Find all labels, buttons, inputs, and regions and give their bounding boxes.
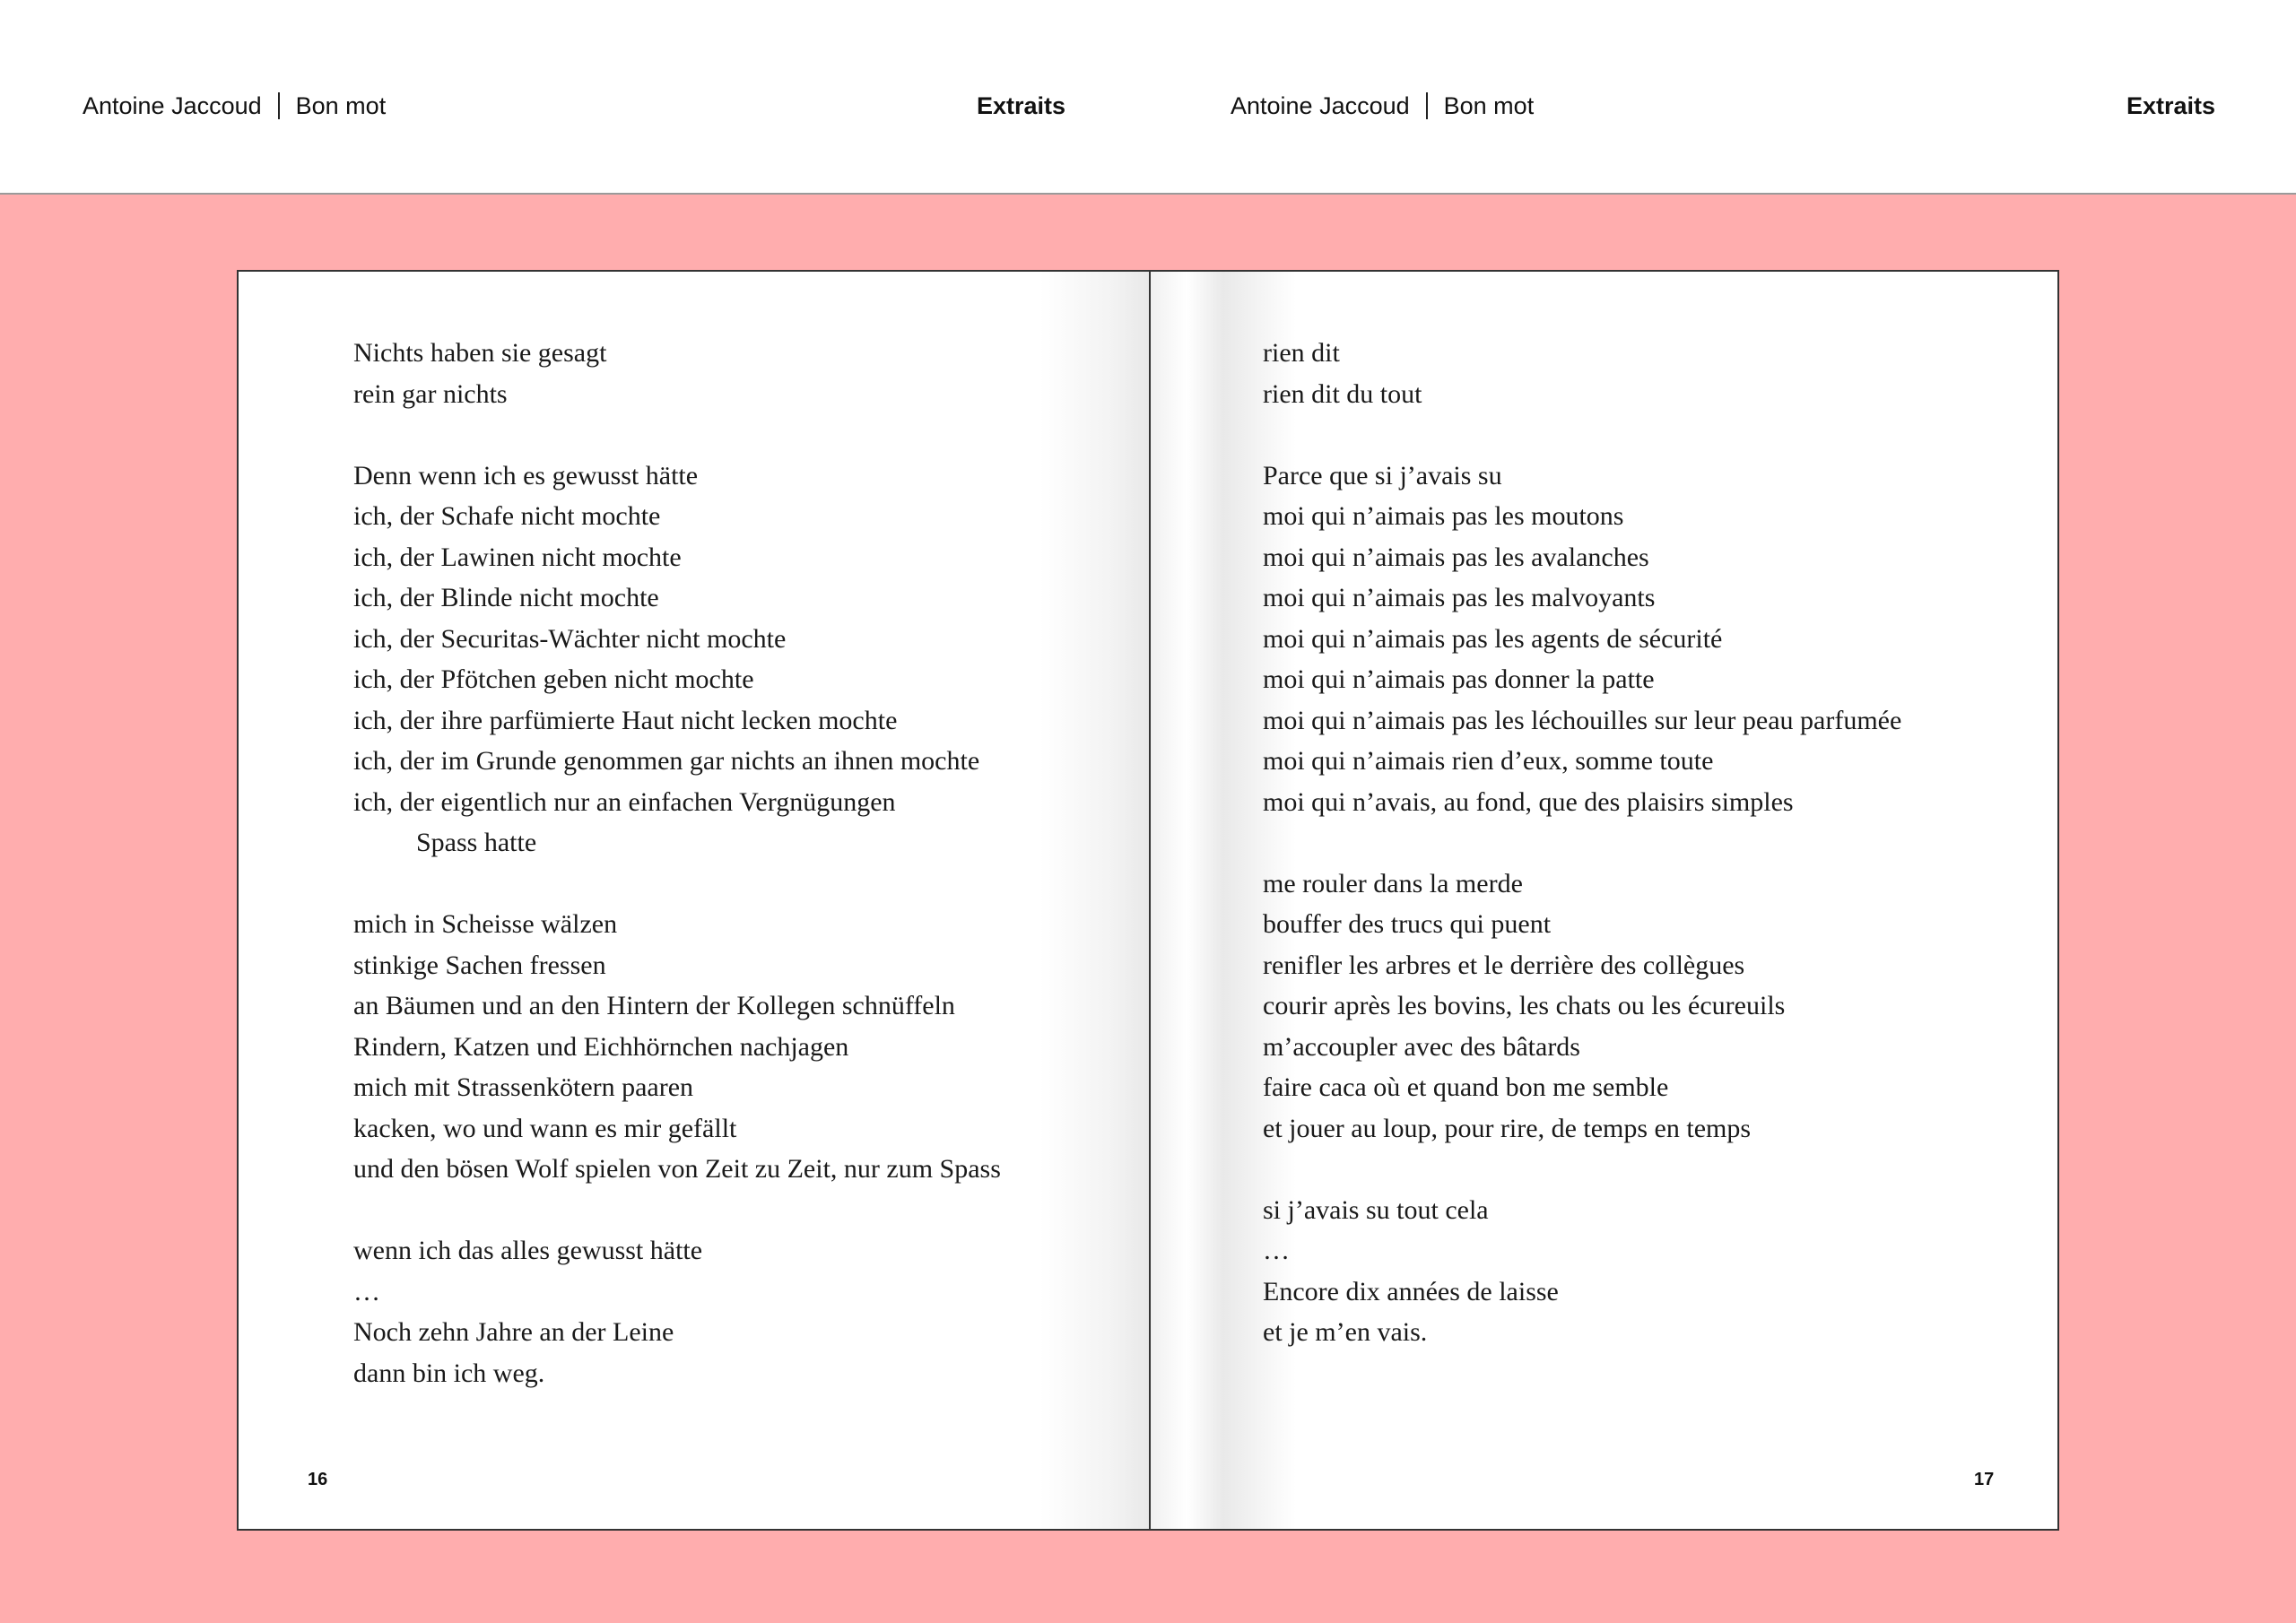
poem-line: stinkige Sachen fressen [353, 950, 606, 980]
poem-line: moi qui n’avais, au fond, que des plaisirs simples [1263, 786, 1794, 817]
poem-line: faire caca où et quand bon me semble [1263, 1072, 1669, 1102]
poem-line: Encore dix années de laisse [1263, 1276, 1559, 1306]
poem-line: Denn wenn ich es gewusst hätte [353, 460, 699, 490]
poem-line: mich mit Strassenkötern paaren [353, 1072, 694, 1102]
header-author: Antoine Jaccoud [1231, 91, 1410, 119]
poem-line: und den bösen Wolf spielen von Zeit zu Zeit, nur zum Spass [353, 1154, 1001, 1184]
poem-french [1263, 333, 1901, 1353]
page-number: 17 [1974, 1470, 1995, 1489]
poem-line: et je m’en vais. [1263, 1317, 1428, 1347]
header-right [1231, 88, 2215, 124]
poem-line: … [353, 1276, 380, 1306]
header-book-title: Bon mot [295, 91, 387, 119]
poem-german [353, 333, 1001, 1393]
poem-line: Noch zehn Jahre an der Leine [353, 1317, 674, 1347]
poem-line: ich, der ihre parfümierte Haut nicht lecken mochte [353, 705, 898, 735]
poem-line: kacken, wo und wann es mir gefällt [353, 1113, 737, 1143]
header-left [83, 88, 1065, 124]
poem-line: moi qui n’aimais pas les léchouilles sur leur peau parfumée [1263, 705, 1902, 735]
poem-line: Nichts haben sie gesagt [353, 338, 607, 368]
poem-line: me rouler dans la merde [1263, 868, 1523, 898]
book-spread [237, 270, 2059, 1531]
poem-line: mich in Scheisse wälzen [353, 909, 618, 939]
poem-line: ich, der eigentlich nur an einfachen Vergnügungen [353, 786, 896, 817]
poem-line: ich, der Schafe nicht mochte [353, 501, 661, 531]
stanza-break [1263, 1149, 1901, 1190]
header-author: Antoine Jaccoud [83, 91, 262, 119]
poem-line: moi qui n’aimais pas les avalanches [1263, 542, 1649, 572]
poem-line: rien dit du tout [1263, 378, 1422, 409]
poem-line: si j’avais su tout cela [1263, 1194, 1489, 1225]
poem-line: moi qui n’aimais pas les agents de sécurité [1263, 623, 1723, 654]
poem-line: moi qui n’aimais pas donner la patte [1263, 664, 1655, 694]
stanza-break [353, 414, 1001, 456]
right-page [1149, 272, 2057, 1529]
poem-line: moi qui n’aimais pas les moutons [1263, 501, 1624, 531]
poem-line: Rindern, Katzen und Eichhörnchen nachjagen [353, 1031, 849, 1062]
poem-line: moi qui n’aimais pas les malvoyants [1263, 583, 1656, 612]
header-divider [278, 92, 280, 119]
poem-line: bouffer des trucs qui puent [1263, 909, 1552, 939]
poem-line: ich, der Securitas-Wächter nicht mochte [353, 623, 787, 654]
poem-line-indented: Spass hatte [416, 828, 537, 857]
page-number: 16 [308, 1470, 328, 1489]
left-page [239, 272, 1149, 1529]
poem-line: courir après les bovins, les chats ou les écureuils [1263, 991, 1786, 1020]
stanza-break [1263, 414, 1901, 456]
poem-line: moi qui n’aimais rien d’eux, somme toute [1263, 746, 1714, 776]
poem-line: ich, der im Grunde genommen gar nichts an ihnen mochte [353, 746, 980, 776]
poem-line: et jouer au loup, pour rire, de temps en temps [1263, 1113, 1752, 1143]
poem-line: rien dit [1263, 338, 1340, 368]
poem-line: wenn ich das alles gewusst hätte [353, 1236, 703, 1265]
poem-line: renifler les arbres et le derrière des collègues [1263, 950, 1745, 980]
stanza-break [353, 1190, 1001, 1231]
header-divider [1426, 92, 1428, 119]
poem-line: ich, der Pfötchen geben nicht mochte [353, 664, 754, 694]
header-section: Extraits [2126, 91, 2215, 119]
poem-line: Parce que si j’avais su [1263, 460, 1502, 490]
stanza-break [1263, 822, 1901, 864]
stanza-break [353, 864, 1001, 905]
poem-line: rein gar nichts [353, 378, 508, 409]
poem-line: … [1263, 1236, 1290, 1265]
top-bar [0, 0, 2296, 195]
poem-line: ich, der Blinde nicht mochte [353, 583, 659, 612]
header-section: Extraits [976, 91, 1065, 119]
header-book-title: Bon mot [1443, 91, 1535, 119]
poem-line: ich, der Lawinen nicht mochte [353, 542, 682, 572]
poem-line: m’accoupler avec des bâtards [1263, 1031, 1580, 1062]
poem-line: an Bäumen und an den Hintern der Kollegen schnüffeln [353, 991, 955, 1020]
poem-line: dann bin ich weg. [353, 1358, 545, 1388]
